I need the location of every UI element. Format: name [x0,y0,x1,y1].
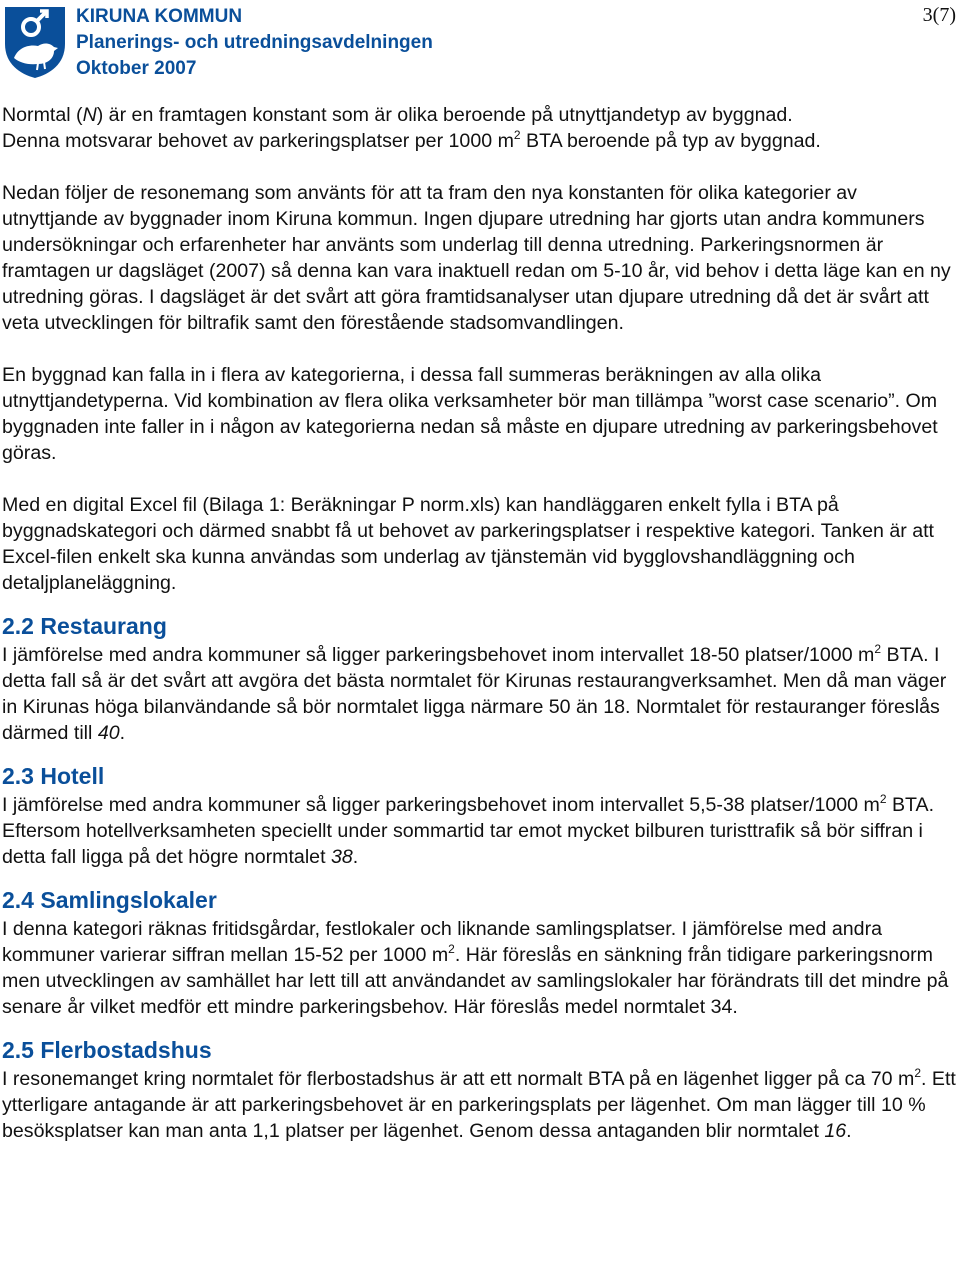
text-span: ) är en framtagen konstant som är olika beroende på utnyttjandetyp av byggnad. [96,104,793,126]
section-body-hotell [2,792,958,870]
organization-name: KIRUNA KOMMUN [76,6,243,27]
normtal-value: 38 [330,846,353,868]
superscript: 2 [513,128,521,142]
normtal-symbol: N [82,104,97,126]
section-heading-restaurang: 2.2 Restaurang [2,613,167,639]
superscript: 2 [448,942,455,956]
department-name: Planerings- och utredningsavdelningen [76,32,433,53]
intro-paragraph-normtal [2,102,958,154]
text-span: . Här föreslås en sänkning från tidigare parkeringsnorm men utvecklingen av samhället har lett till att användandet av samlingslokaler har förändrats till det mindre på senare år vilket medför ett mindre parkeringsbehov. Här föreslås medel normtalet 34. [2,944,949,1018]
normtal-value: 40 [97,722,120,744]
section-heading-flerbostadshus: 2.5 Flerbostadshus [2,1037,212,1063]
superscript: 2 [879,792,887,806]
text-span: BTA. Eftersom hotellverksamheten speciellt under sommartid tar emot mycket bilburen turisttrafik så bör siffran i detta fall ligga på det högre normtalet [2,794,935,868]
intro-paragraph-method: Nedan följer de resonemang som använts för att ta fram den nya konstanten för olika kategorier av utnyttjande av byggnader inom Kiruna kommun. Ingen djupare utredning har gjorts utan andra kommuners undersökningar och erfarenheter har använts som underlag till denna utredning. Parkeringsnormen är framtagen ur dagsläget (2007) så denna kan vara inaktuell redan om 5-10 år, vid behov i detta läge kan en ny utredning göras. I dagsläget är det svårt att göra framtidsanalyser utan djupare utredning då det är svårt att veta utvecklingen för biltrafik samt den förestående stadsomvandlingen. [2,182,951,334]
text-span: I jämförelse med andra kommuner så ligger parkeringsbehovet inom intervallet 5,5-38 platser/1000 m [2,794,880,816]
intro-paragraph-excel: Med en digital Excel fil (Bilaga 1: Beräkningar P norm.xls) kan handläggaren enkelt fylla i BTA på byggnadskategori och därmed snabbt få ut behovet av parkeringsplatser i respektive kategori. Tanken är att Excel-filen enkelt ska kunna användas som underlag av tjänstemän vid bygglovshandläggning och detaljplaneläggning. [2,494,934,594]
organization-block [76,4,433,82]
document-body [2,102,958,1144]
section-body-flerbostadshus [2,1066,958,1144]
text-span: BTA. I detta fall så är det svårt att avgöra det bästa normtalet för Kirunas restaurangverksamhet. Men då man väger in Kirunas höga bilanvändande så bör normtalet ligga närmare 50 än 18. Normtalet för restauranger föreslås därmed till [2,644,947,744]
text-span: Denna motsvarar behovet av parkeringsplatser per 1000 m [2,130,514,152]
section-heading-hotell: 2.3 Hotell [2,763,105,789]
text-span: BTA beroende på typ av byggnad. [520,130,821,152]
intro-paragraph-combination: En byggnad kan falla in i flera av kategorierna, i dessa fall summeras beräkningen av alla olika utnyttjandetyperna. Vid kombination av flera olika verksamheter bör man tillämpa ”worst case scenario”. Om byggnaden inte faller in i någon av kategorierna nedan så måste en djupare utredning av parkeringsbehovet göras. [2,364,938,464]
kiruna-coat-of-arms-icon [2,4,68,80]
section-heading-samlingslokaler: 2.4 Samlingslokaler [2,887,217,913]
text-span: . [846,1120,852,1142]
text-span: I denna kategori räknas fritidsgårdar, festlokaler och liknande samlingsplatser. I jämförelse med andra kommuner varierar siffran mellan 15-52 per 1000 m [2,918,883,966]
text-span: . Ett ytterligare antagande är att parkeringsbehovet är en parkeringsplats per lägenhet. Om man lägger till 10 % besöksplatser kan man anta 1,1 platser per lägenhet. Genom dessa antaganden blir normtalet [2,1068,956,1142]
text-span: Normtal ( [2,104,83,126]
text-span: I jämförelse med andra kommuner så ligger parkeringsbehovet inom intervallet 18-50 platser/1000 m [2,644,875,666]
section-body-samlingslokaler [2,916,958,1020]
text-span: . [119,722,126,744]
document-date: Oktober 2007 [76,58,197,79]
text-span: I resonemanget kring normtalet för flerbostadshus är att ett normalt BTA på en lägenhet ligger på ca 70 m [2,1068,915,1090]
section-body-restaurang [2,642,958,746]
text-span: . [352,846,359,868]
normtal-value: 16 [824,1120,847,1142]
page-number: 3(7) [922,4,956,26]
superscript: 2 [874,642,882,656]
page-header [0,0,960,90]
superscript: 2 [914,1066,922,1080]
